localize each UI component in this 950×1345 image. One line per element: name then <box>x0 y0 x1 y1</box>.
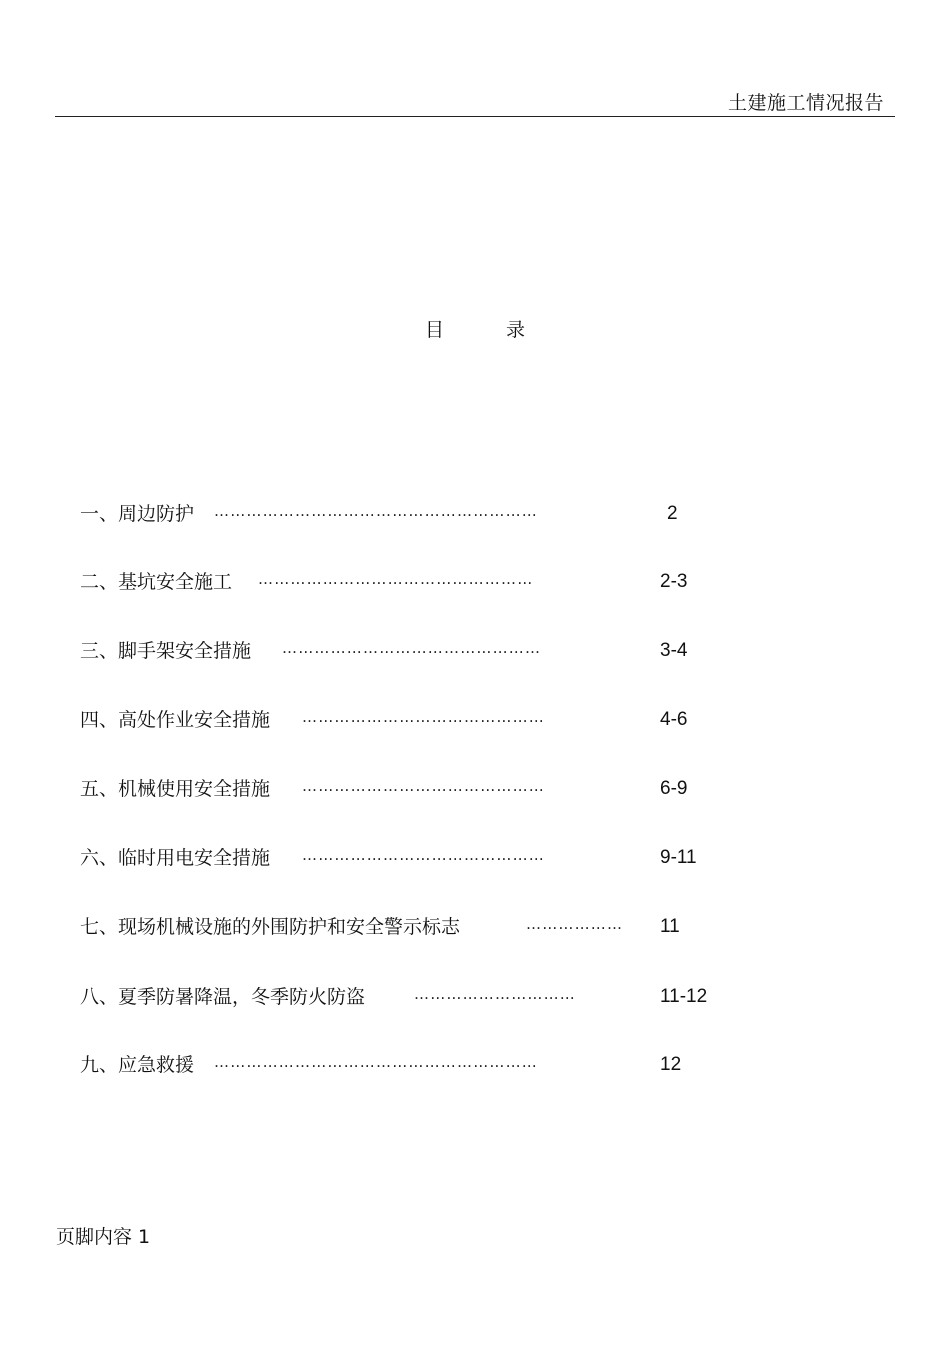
toc-leader-dots: ………………………………………… <box>282 639 542 657</box>
toc-entry-title: 七、现场机械设施的外围防护和安全警示标志 <box>80 916 461 938</box>
toc-heading: 目 录 <box>424 319 554 341</box>
page-footer: 页脚内容 1 <box>56 1226 151 1248</box>
toc-page-number: 11 <box>660 916 680 937</box>
header-divider <box>55 116 895 117</box>
toc-entry-title: 五、机械使用安全措施 <box>80 778 271 800</box>
running-header-title: 土建施工情况报告 <box>727 92 884 114</box>
toc-page-number: 11-12 <box>660 986 708 1007</box>
toc-leader-dots: …………………………………………… <box>258 570 534 588</box>
toc-leader-dots: ……………………………………… <box>302 777 545 795</box>
toc-leader-dots: ……………………………………… <box>302 708 545 726</box>
toc-page-number: 12 <box>660 1054 682 1075</box>
toc-leader-dots: …………………………………………………… <box>214 502 538 520</box>
toc-page-number: 6-9 <box>660 778 688 799</box>
toc-entry-title: 六、临时用电安全措施 <box>80 847 271 869</box>
toc-leader-dots: ……………………………………… <box>302 846 545 864</box>
toc-page-number: 4-6 <box>660 709 688 730</box>
toc-page-number: 3-4 <box>660 640 688 661</box>
toc-entry-title: 八、夏季防暑降温，冬季防火防盗 <box>80 986 366 1008</box>
toc-leader-dots: ………………………… <box>414 985 576 1003</box>
toc-leader-dots: …………………………………………………… <box>214 1053 538 1071</box>
toc-entry-title: 三、脚手架安全措施 <box>80 640 252 662</box>
toc-page-number: 2 <box>667 503 678 524</box>
toc-entry-title: 二、基坑安全施工 <box>80 571 233 593</box>
toc-page-number: 2-3 <box>660 571 688 592</box>
toc-entry-title: 一、周边防护 <box>80 503 195 525</box>
toc-entry-title: 四、高处作业安全措施 <box>80 709 271 731</box>
toc-leader-dots: ……………… <box>526 915 624 933</box>
toc-entry-title: 九、应急救援 <box>80 1054 195 1076</box>
toc-page-number: 9-11 <box>660 847 697 868</box>
